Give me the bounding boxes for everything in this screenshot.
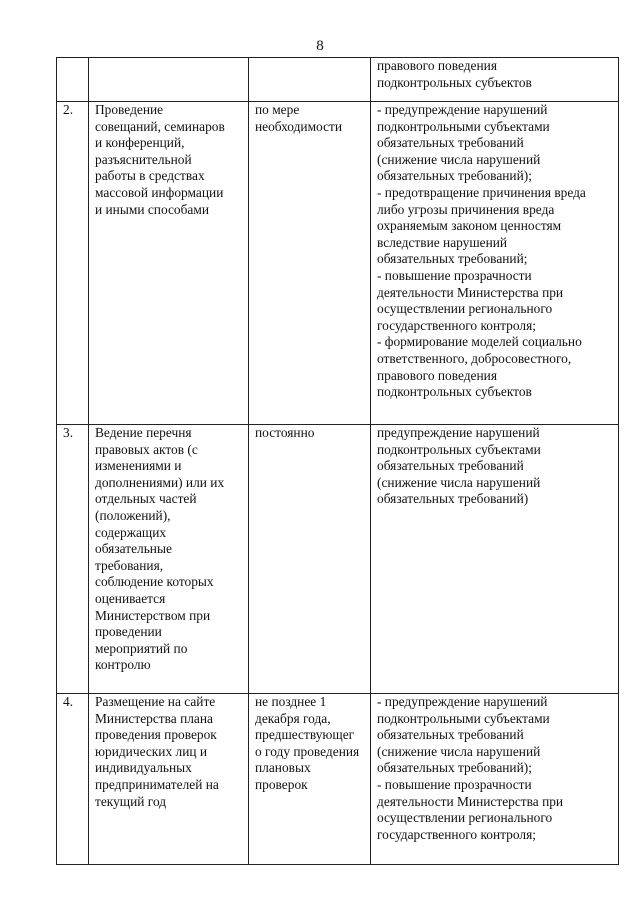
text-line: юридических лиц и (95, 743, 208, 759)
text-line: совещаний, семинаров (95, 118, 225, 134)
text-line: (снижение числа нарушений (377, 743, 541, 759)
text-line: предпринимателей на (95, 776, 219, 792)
text-line: - предотвращение причинения вреда (377, 184, 586, 200)
event-cell (89, 58, 249, 102)
text-line: осуществлении регионального (377, 810, 553, 826)
page-number: 8 (316, 38, 324, 54)
text-line: требования, (95, 557, 164, 573)
text-line: подконтрольными субъектами (377, 118, 550, 134)
text-line: мероприятий по (95, 640, 188, 656)
term-cell (249, 102, 371, 425)
text-line: соблюдение которых (95, 574, 214, 590)
text-line: - предупреждение нарушений (377, 102, 548, 117)
text-line: правового поведения (377, 58, 497, 73)
text-line: содержащих (95, 524, 167, 540)
text-line: подконтрольных субъектов (377, 74, 532, 90)
text-line: и конференций, (95, 135, 185, 151)
text-line: предшествующег (255, 727, 355, 743)
text-line: обязательных требований) (377, 491, 529, 507)
event-text (89, 694, 248, 810)
text-line: - предупреждение нарушений (377, 694, 548, 709)
text-line: обязательные (95, 541, 172, 557)
text-line: контролю (95, 657, 151, 673)
text-line: правовых актов (с (95, 441, 198, 457)
text-line: отдельных частей (95, 491, 197, 507)
text-line: предупреждение нарушений (377, 425, 540, 440)
text-line: не позднее 1 (255, 694, 327, 709)
text-line: и иными способами (95, 201, 210, 217)
text-line: осуществлении регионального (377, 301, 553, 317)
text-line: (положений), (95, 507, 171, 523)
text-line: ответственного, добросовестного, (377, 350, 572, 366)
result-cell (371, 694, 619, 865)
text-line: декабря года, (255, 710, 331, 726)
text-line: Министерством при (95, 607, 211, 623)
event-cell (89, 425, 249, 694)
term-cell (249, 694, 371, 865)
event-text (89, 425, 248, 674)
text-line: плановых (255, 760, 311, 776)
result-text (371, 425, 618, 508)
row-number-cell (57, 102, 89, 425)
text-line: текущий год (95, 793, 167, 809)
text-line: массовой информации (95, 184, 224, 200)
text-line: дополнениями) или их (95, 474, 225, 490)
text-line: деятельности Министерства при (377, 284, 564, 300)
text-line: правового поведения (377, 367, 497, 383)
event-text (89, 102, 248, 218)
event-cell (89, 694, 249, 865)
text-line: обязательных требований (377, 135, 524, 151)
measures-table (56, 57, 619, 865)
row-number: 4. (63, 694, 74, 709)
text-line: по мере (255, 102, 300, 117)
text-line: подконтрольных субъектами (377, 441, 541, 457)
result-cell (371, 425, 619, 694)
term-text (249, 102, 370, 135)
text-line: работы в средствах (95, 168, 205, 184)
table-row (57, 58, 619, 102)
text-line: Проведение (95, 102, 164, 117)
term-text (249, 425, 370, 442)
row-number-cell (57, 425, 89, 694)
text-line: (снижение числа нарушений (377, 474, 541, 490)
result-text (371, 58, 618, 91)
text-line: - повышение прозрачности (377, 776, 532, 792)
table-row (57, 102, 619, 425)
text-line: охраняемым законом ценностям (377, 218, 562, 234)
row-number: 2. (63, 102, 74, 117)
term-cell (249, 425, 371, 694)
row-number-cell (57, 58, 89, 102)
text-line: обязательных требований (377, 458, 524, 474)
text-line: Размещение на сайте (95, 694, 216, 709)
text-line: проведении (95, 624, 162, 640)
text-line: вследствие нарушений (377, 234, 508, 250)
result-text (371, 694, 618, 843)
text-line: проведения проверок (95, 727, 217, 743)
text-line: обязательных требований; (377, 251, 528, 267)
text-line: - формирование моделей социально (377, 334, 582, 350)
result-text (371, 102, 618, 401)
result-cell (371, 58, 619, 102)
text-line: государственного контроля; (377, 826, 536, 842)
text-line: деятельности Министерства при (377, 793, 564, 809)
term-cell (249, 58, 371, 102)
text-line: Министерства плана (95, 710, 213, 726)
text-line: постоянно (255, 425, 315, 440)
text-line: обязательных требований (377, 727, 524, 743)
text-line: - повышение прозрачности (377, 267, 532, 283)
table-row (57, 694, 619, 865)
result-cell (371, 102, 619, 425)
text-line: проверок (255, 776, 308, 792)
table-row (57, 425, 619, 694)
text-line: разъяснительной (95, 151, 192, 167)
text-line: государственного контроля; (377, 317, 536, 333)
text-line: изменениями и (95, 458, 182, 474)
text-line: подконтрольными субъектами (377, 710, 550, 726)
text-line: (снижение числа нарушений (377, 151, 541, 167)
term-text (249, 694, 370, 794)
text-line: необходимости (255, 118, 343, 134)
text-line: индивидуальных (95, 760, 192, 776)
text-line: обязательных требований); (377, 168, 532, 184)
text-line: Ведение перечня (95, 425, 192, 440)
text-line: либо угрозы причинения вреда (377, 201, 555, 217)
text-line: оценивается (95, 590, 166, 606)
event-cell (89, 102, 249, 425)
text-line: обязательных требований); (377, 760, 532, 776)
row-number: 3. (63, 425, 74, 440)
text-line: о году проведения (255, 743, 360, 759)
row-number-cell (57, 694, 89, 865)
text-line: подконтрольных субъектов (377, 384, 532, 400)
